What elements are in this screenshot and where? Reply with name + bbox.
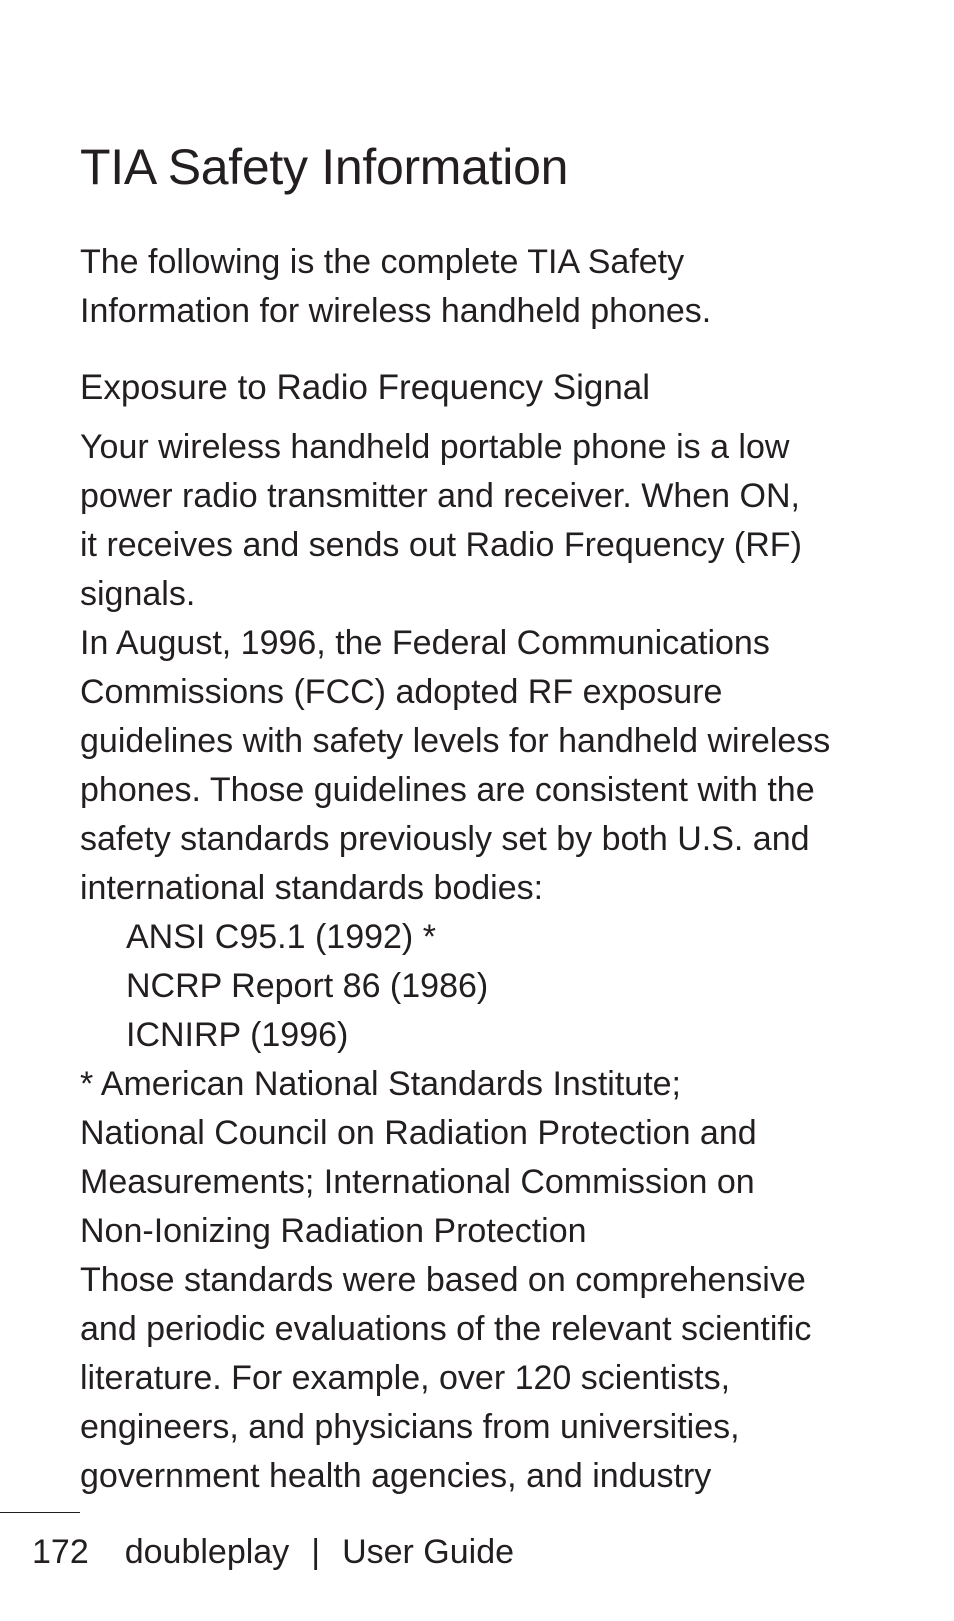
text-line: Your wireless handheld portable phone is a low [80,428,790,466]
text-line: phones. Those guidelines are consistent with the [80,771,815,809]
footer-separator: | [311,1533,321,1571]
text-line: engineers, and physicians from universities, [80,1408,740,1446]
footer-guide: User Guide [342,1533,515,1571]
text-line: National Council on Radiation Protection and [80,1114,757,1152]
text-line: signals. [80,575,196,613]
standards-list-item: ANSI C95.1 (1992) * [126,918,436,956]
text-line: it receives and sends out Radio Frequency (RF) [80,526,802,564]
section-heading: Exposure to Radio Frequency Signal [80,368,651,407]
text-line: power radio transmitter and receiver. When ON, [80,477,800,515]
intro-paragraph [80,238,711,336]
text-line: international standards bodies: [80,869,544,907]
text-line: The following is the complete TIA Safety [80,243,685,281]
standards-list-item: ICNIRP (1996) [126,1016,349,1054]
standards-list-item: NCRP Report 86 (1986) [126,967,489,1005]
text-line: safety standards previously set by both U.S. and [80,820,810,858]
text-line: government health agencies, and industry [80,1457,712,1495]
text-line: In August, 1996, the Federal Communications [80,624,770,662]
text-line: Non-Ionizing Radiation Protection [80,1212,587,1250]
page-title: TIA Safety Information [80,139,569,195]
text-line: and periodic evaluations of the relevant scientific [80,1310,812,1348]
text-line: guidelines with safety levels for handheld wireless [80,722,831,760]
text-line: * American National Standards Institute; [80,1065,681,1103]
page-footer [32,1530,514,1574]
page-number: 172 [32,1533,89,1571]
text-line: literature. For example, over 120 scientists, [80,1359,731,1397]
text-line: Information for wireless handheld phones. [80,292,712,330]
footer-divider [0,1512,80,1513]
text-line: Measurements; International Commission on [80,1163,755,1201]
text-line: Commissions (FCC) adopted RF exposure [80,673,723,711]
text-line: Those standards were based on comprehensive [80,1261,806,1299]
footer-product: doubleplay [124,1533,290,1571]
section-body [80,423,830,1501]
